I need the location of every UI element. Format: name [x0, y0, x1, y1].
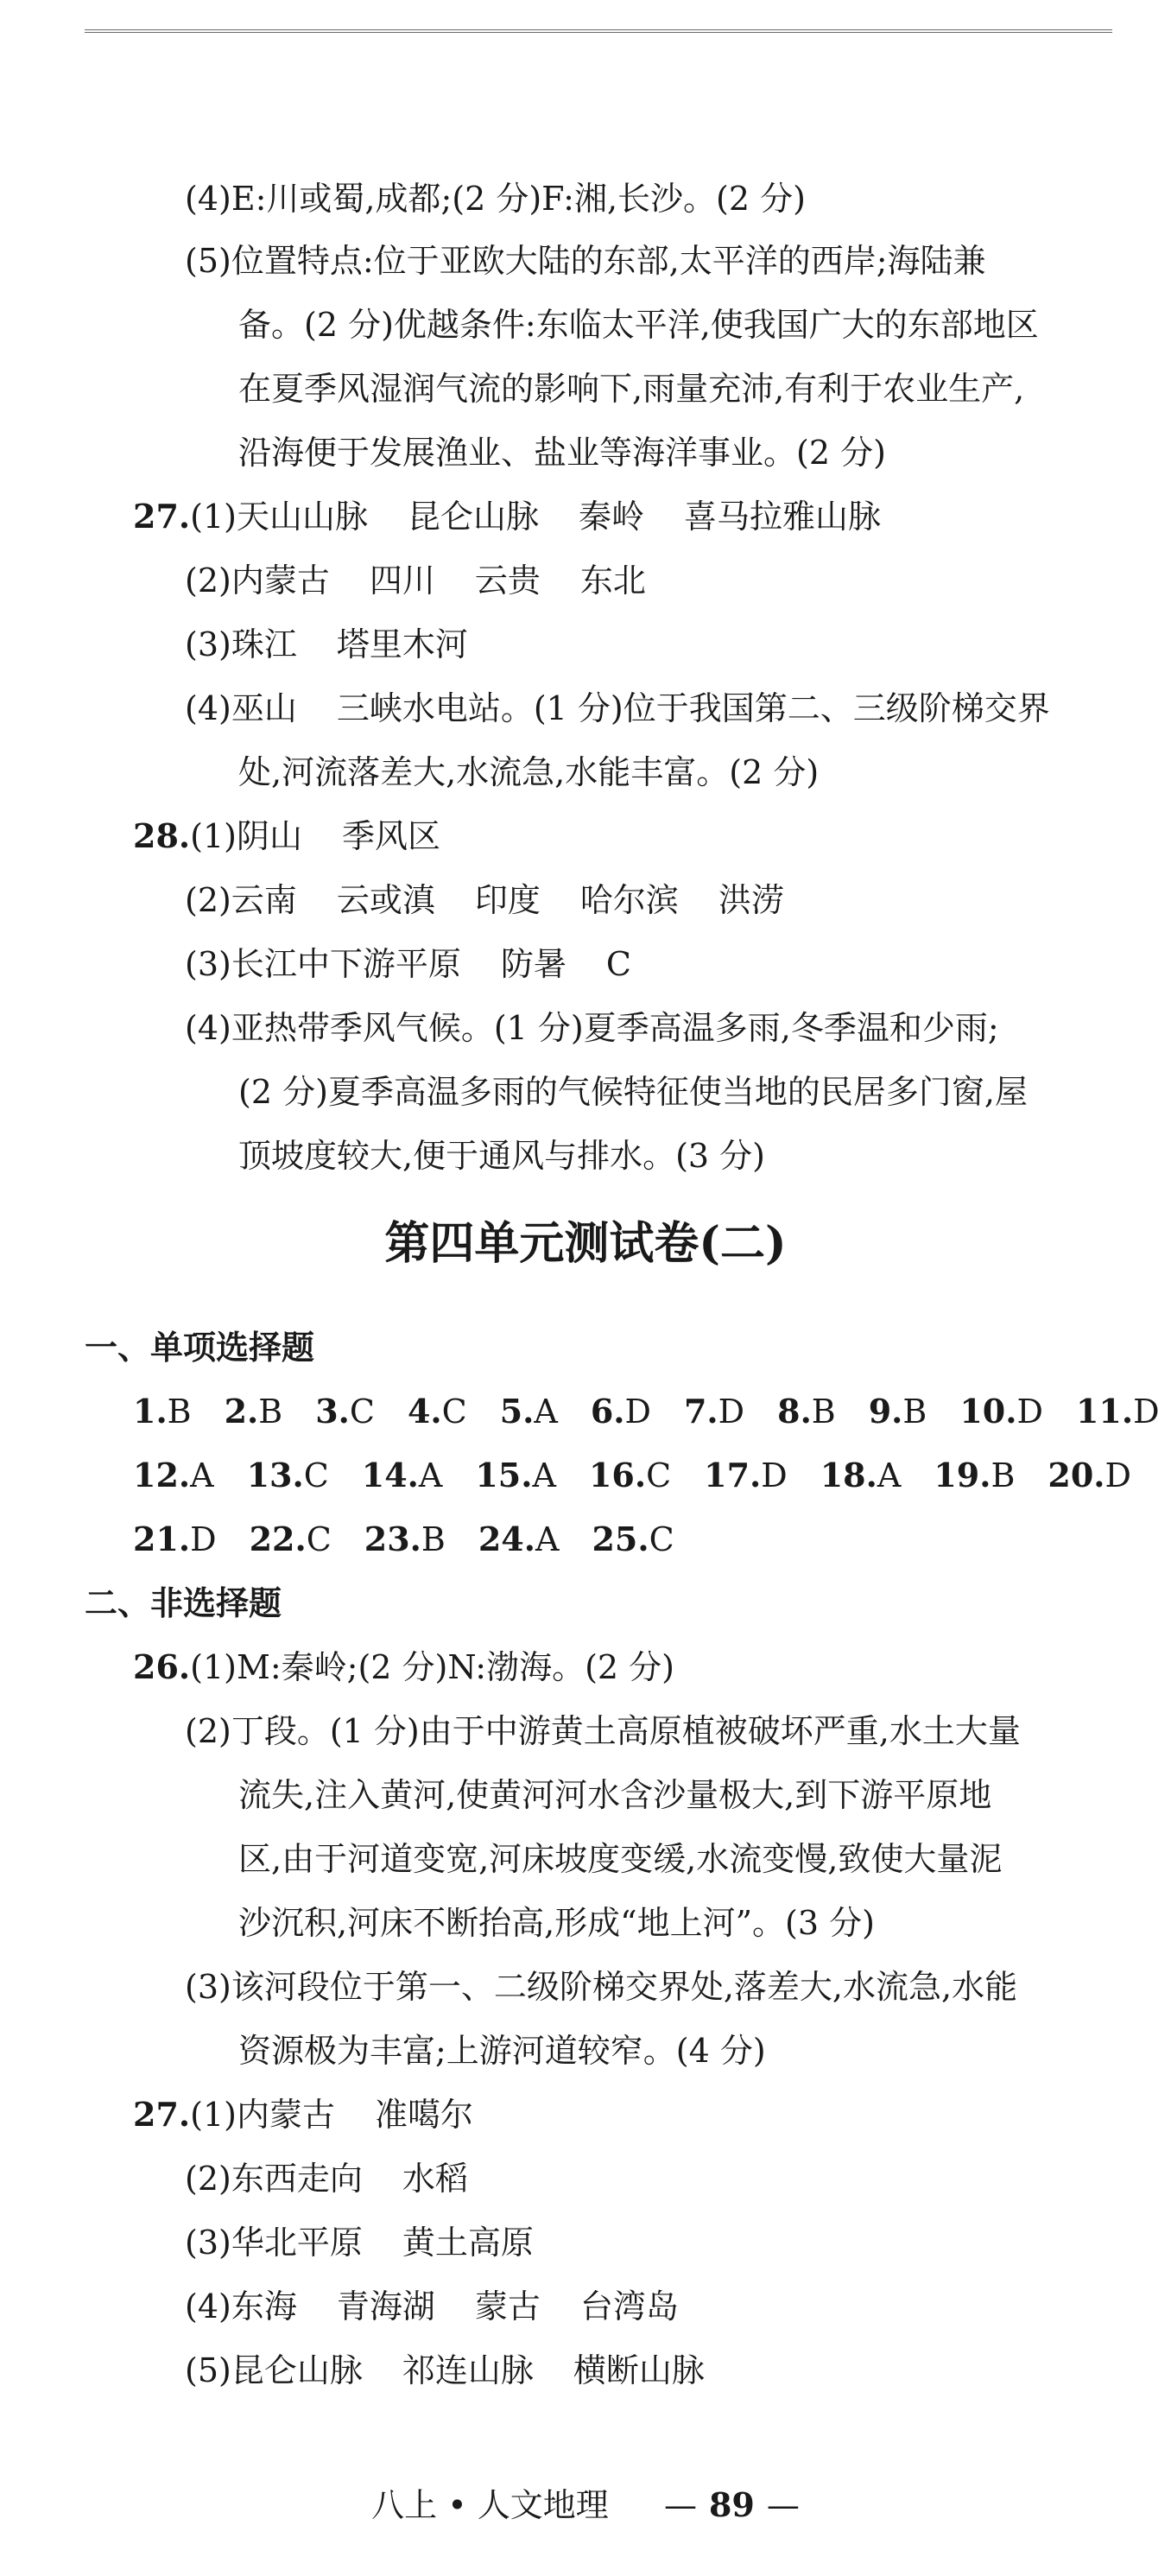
answer-item: 印度 [474, 881, 541, 919]
page-number: 89 [708, 2485, 755, 2524]
mc-answer: 12.A [133, 1456, 214, 1494]
answer-line [185, 688, 1050, 729]
answer-item: (3)长江中下游平原 [185, 945, 461, 983]
answer-line: (5)位置特点:位于亚欧大陆的东部,太平洋的西岸;海陆兼 [185, 242, 986, 280]
question-number: 26. [133, 1647, 191, 1686]
mc-answers-row-1 [133, 1391, 1160, 1432]
mc-answer: 14.A [361, 1456, 443, 1494]
question-27-line-1 [133, 496, 881, 537]
answer-item: 祁连山脉 [402, 2351, 534, 2389]
answer-line [185, 879, 784, 921]
top-border-rule [85, 29, 1112, 33]
answer-line: (4)亚热带季风气候。(1 分)夏季高温多雨,冬季温和少雨; [185, 1009, 999, 1047]
answer-line: 资源极为丰富;上游河道较窄。(4 分) [238, 2032, 766, 2070]
mc-answer: 7.D [683, 1392, 745, 1431]
answer-line [185, 2222, 534, 2263]
footer-label: 八上 • 人文地理 [371, 2486, 609, 2524]
answer-item: 三峡水电站。(1 分)位于我国第二、三级阶梯交界 [336, 689, 1050, 727]
answer-item: 昆仑山脉 [407, 498, 539, 536]
answer-item: 四川 [369, 562, 435, 600]
question-28-line-1 [133, 815, 440, 857]
mc-answer: 3.C [315, 1392, 375, 1431]
answer-line: (4)E:川或蜀,成都;(2 分)F:湘,长沙。(2 分) [185, 180, 806, 218]
answer-item: (5)昆仑山脉 [185, 2351, 363, 2389]
answer-item: 洪涝 [718, 881, 784, 919]
answer-line [185, 560, 646, 601]
mc-answer: 1.B [133, 1392, 192, 1431]
question-number: 27. [133, 2095, 191, 2134]
mc-answer: 19.B [934, 1456, 1016, 1494]
mc-answer: 4.C [407, 1392, 467, 1431]
mc-answer: 2.B [224, 1392, 283, 1431]
answer-line: 区,由于河道变宽,河床坡度变缓,水流变慢,致使大量泥 [238, 1840, 1003, 1878]
answer-item: 季风区 [341, 817, 440, 855]
mc-answer: 23.B [364, 1520, 446, 1558]
mc-answer: 25.C [592, 1520, 674, 1558]
answer-item: (1)M:秦岭;(2 分)N:渤海。(2 分) [190, 1648, 674, 1686]
answer-item: 喜马拉雅山脉 [683, 498, 881, 536]
answer-item: 哈尔滨 [579, 881, 679, 919]
answer-item: (3)华北平原 [185, 2224, 363, 2262]
mc-answers-row-3 [133, 1519, 674, 1560]
answer-item: C [605, 945, 631, 983]
answer-item: 水稻 [402, 2160, 468, 2198]
footer-dash: — [766, 2486, 800, 2524]
answer-line [185, 2158, 468, 2199]
answer-item: 东北 [579, 562, 646, 600]
answer-item: (1)阴山 [190, 817, 302, 855]
mc-answer: 18.A [820, 1456, 902, 1494]
answer-line [185, 2286, 679, 2327]
answer-line: (2 分)夏季高温多雨的气候特征使当地的民居多门窗,屋 [238, 1073, 1028, 1111]
answer-line [185, 2350, 705, 2391]
mc-answer: 17.D [704, 1456, 788, 1494]
answer-item: (3)珠江 [185, 625, 297, 663]
question-number: 27. [133, 497, 191, 536]
answer-item: 防暑 [500, 945, 567, 983]
answer-line: 沿海便于发展渔业、盐业等海洋事业。(2 分) [238, 434, 886, 472]
answer-item: 秦岭 [578, 498, 644, 536]
answer-line: (3)该河段位于第一、二级阶梯交界处,落差大,水流急,水能 [185, 1968, 1018, 2006]
mc-answer: 9.B [868, 1392, 927, 1431]
answer-item: (2)东西走向 [185, 2160, 363, 2198]
mc-answer: 15.A [475, 1456, 556, 1494]
mc-answer: 24.A [478, 1520, 560, 1558]
answer-item: 塔里木河 [336, 625, 468, 663]
answer-item: (1)天山山脉 [190, 498, 368, 536]
answer-line [185, 624, 468, 665]
mc-answer: 8.B [777, 1392, 836, 1431]
answer-item: 云或滇 [336, 881, 435, 919]
section-heading: 二、非选择题 [85, 1583, 282, 1622]
unit-title: 第四单元测试卷(二) [384, 1217, 787, 1270]
page-footer [0, 2484, 1171, 2526]
question-27-line-1 [133, 2094, 473, 2135]
mc-answer: 21.D [133, 1520, 217, 1558]
answer-item: 黄土高原 [402, 2224, 534, 2262]
answer-item: (4)东海 [185, 2287, 297, 2325]
answer-item: 蒙古 [474, 2287, 541, 2325]
answer-item: 云贵 [474, 562, 541, 600]
answer-line: (2)丁段。(1 分)由于中游黄土高原植被破坏严重,水土大量 [185, 1712, 1021, 1750]
answer-line: 处,河流落差大,水流急,水能丰富。(2 分) [238, 753, 820, 791]
answer-line: 顶坡度较大,便于通风与排水。(3 分) [238, 1137, 765, 1175]
footer-dash: — [663, 2486, 697, 2524]
answer-item: (1)内蒙古 [190, 2096, 335, 2134]
question-number: 28. [133, 816, 191, 855]
question-26-line-1 [133, 1646, 674, 1688]
mc-answer: 11.D [1075, 1392, 1160, 1431]
answer-item: 青海湖 [336, 2287, 435, 2325]
mc-answer: 5.A [499, 1392, 558, 1431]
mc-answer: 20.D [1048, 1456, 1131, 1494]
mc-answer: 16.C [588, 1456, 672, 1494]
mc-answers-row-2 [133, 1455, 1131, 1496]
answer-line [185, 943, 631, 985]
answer-item: 准噶尔 [374, 2096, 473, 2134]
mc-answer: 22.C [249, 1520, 332, 1558]
answer-line: 流失,注入黄河,使黄河河水含沙量极大,到下游平原地 [238, 1776, 992, 1814]
answer-item: 台湾岛 [579, 2287, 679, 2325]
answer-line: 沙沉积,河床不断抬高,形成“地上河”。(3 分) [238, 1904, 875, 1942]
mc-answer: 6.D [590, 1392, 651, 1431]
mc-answer: 10.D [959, 1392, 1043, 1431]
answer-item: (2)云南 [185, 881, 297, 919]
answer-item: (4)巫山 [185, 689, 297, 727]
answer-item: (2)内蒙古 [185, 562, 330, 600]
mc-answer: 13.C [246, 1456, 329, 1494]
answer-line: 备。(2 分)优越条件:东临太平洋,使我国广大的东部地区 [238, 306, 1039, 344]
answer-item: 横断山脉 [573, 2351, 705, 2389]
answer-line: 在夏季风湿润气流的影响下,雨量充沛,有利于农业生产, [238, 370, 1025, 408]
section-heading: 一、单项选择题 [85, 1328, 315, 1367]
